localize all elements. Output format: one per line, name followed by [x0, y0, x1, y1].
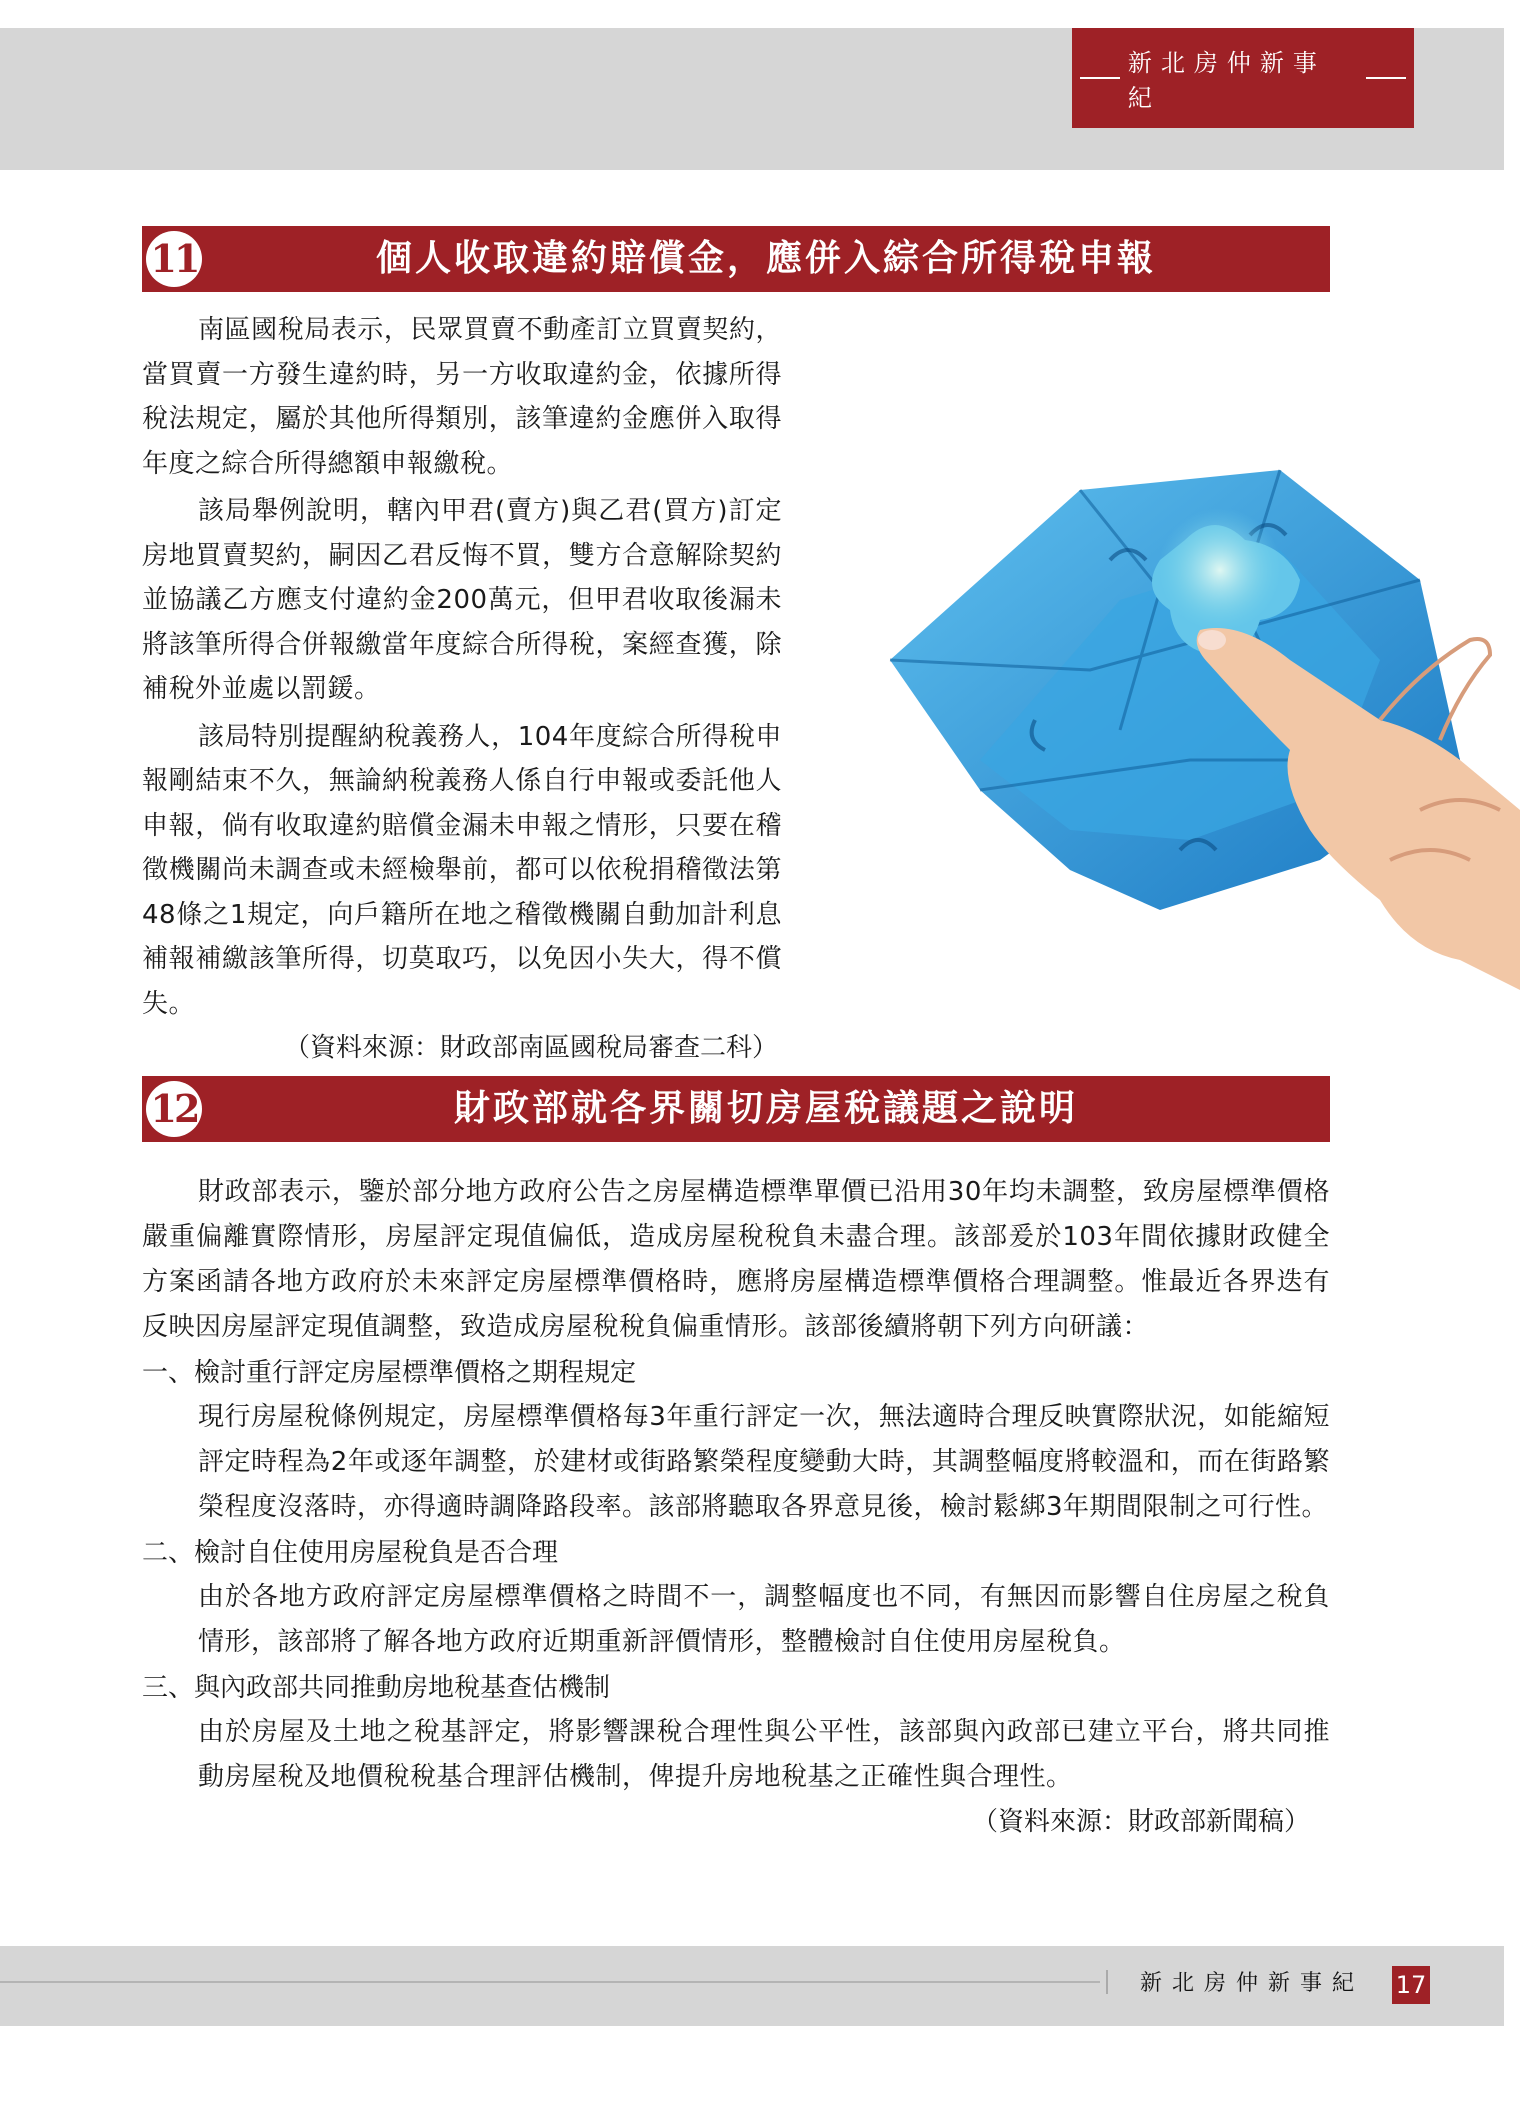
dash-left [1080, 77, 1120, 79]
article-2-item-body: 現行房屋稅條例規定，房屋標準價格每3年重行評定一次，無法適時合理反映實際狀況，如能縮短評定時程為2年或逐年調整，於建材或街路繁榮程度變動大時，其調整幅度將較溫和，而在街路繁榮程度沒落時，亦得適時調降路段率。該部將聽取各界意見後，檢討鬆綁3年期間限制之可行性。 [198, 1402, 1330, 1522]
article-2-title: 財政部就各界關切房屋稅議題之說明 [453, 1088, 1078, 1129]
article-2-item-title: 三、與內政部共同推動房地稅基查估機制 [142, 1673, 611, 1703]
article-2-item-body: 由於房屋及土地之稅基評定，將影響課稅合理性與公平性，該部與內政部已建立平台，將共同推動房屋稅及地價稅稅基合理評估機制，俾提升房地稅基之正確性與合理性。 [198, 1717, 1330, 1792]
article-2-item-body: 由於各地方政府評定房屋標準價格之時間不一，調整幅度也不同，有無因而影響自住房屋之稅負情形，該部將了解各地方政府近期重新評價情形，整體檢討自住使用房屋稅負。 [198, 1582, 1330, 1657]
page-number: 17 [1392, 1966, 1430, 2004]
magazine-title-tab [1072, 28, 1414, 128]
article-2-intro: 財政部表示，鑒於部分地方政府公告之房屋構造標準單價已沿用30年均未調整，致房屋標準價格嚴重偏離實際情形，房屋評定現值偏低，造成房屋稅稅負未盡合理。該部爰於103年間依據財政健全方案函請各地方政府於未來評定房屋標準價格時，應將房屋構造標準價格合理調整。惟最近各界迭有反映因房屋評定現值調整，致造成房屋稅稅負偏重情形。該部後續將朝下列方向研議： [142, 1177, 1330, 1342]
article-1-paragraph: 南區國稅局表示，民眾買賣不動產訂立買賣契約，當買賣一方發生違約時，另一方收取違約金，依據所得稅法規定，屬於其他所得類別，該筆違約金應併入取得年度之綜合所得總額申報繳稅。 [142, 315, 782, 479]
footer-magazine-title: 新北房仲新事紀 [1140, 1971, 1365, 1996]
article-1-header [142, 226, 1330, 292]
article-2-body [142, 1170, 1330, 1844]
article-2-number: 12 [146, 1081, 202, 1137]
dash-right [1366, 77, 1406, 79]
article-1-source: （資料來源：財政部南區國稅局審查二科） [283, 1033, 778, 1063]
article-1-paragraph: 該局特別提醒納稅義務人，104年度綜合所得稅申報剛結束不久，無論納稅義務人係自行申報或委託他人申報，倘有收取違約賠償金漏未申報之情形，只要在稽徵機關尚未調查或未經檢舉前，都可以依稅捐稽徵法第48條之1規定，向戶籍所在地之稽徵機關自動加計利息補報補繳該筆所得，切莫取巧，以免因小失大，得不償失。 [142, 721, 782, 1019]
footer-divider [1106, 1970, 1108, 1994]
article-2-source: （資料來源：財政部新聞稿） [971, 1807, 1310, 1837]
article-2-item-title: 二、檢討自住使用房屋稅負是否合理 [142, 1538, 559, 1568]
article-1-title: 個人收取違約賠償金，應併入綜合所得稅申報 [375, 238, 1156, 279]
footer-band [0, 1946, 1504, 2026]
article-2-header [142, 1076, 1330, 1142]
article-1-number: 11 [146, 231, 202, 287]
footer-rule [0, 1981, 1100, 1983]
puzzle-hand-illustration [860, 430, 1520, 990]
article-2-item-title: 一、檢討重行評定房屋標準價格之期程規定 [142, 1358, 637, 1388]
magazine-title: 新北房仲新事紀 [1127, 49, 1326, 112]
article-1-body [142, 308, 782, 1070]
article-1-paragraph: 該局舉例說明，轄內甲君(賣方)與乙君(買方)訂定房地買賣契約，嗣因乙君反悔不買，雙方合意解除契約並協議乙方應支付違約金200萬元，但甲君收取後漏未將該筆所得合併報繳當年度綜合所得稅，案經查獲，除補稅外並處以罰鍰。 [142, 496, 782, 704]
